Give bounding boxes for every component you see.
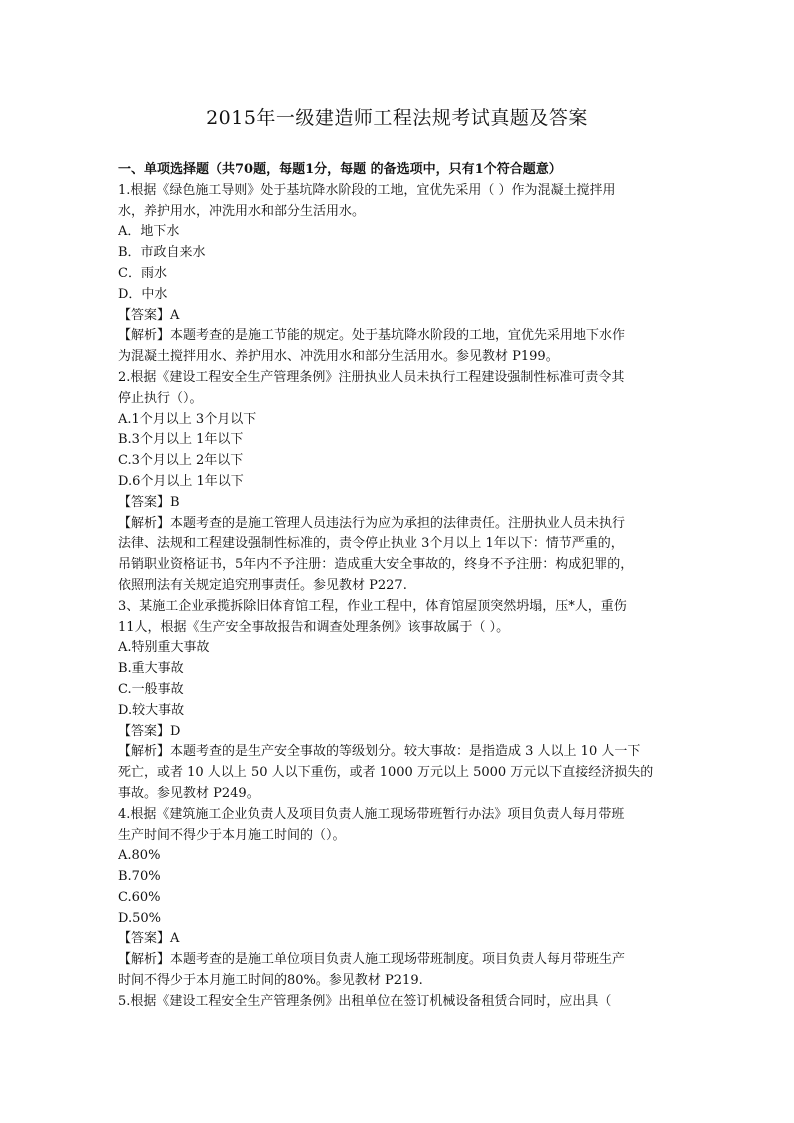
text-line: C.60% [118, 889, 161, 905]
text-line: B.重大事故 [118, 661, 184, 677]
text-line: D.较大事故 [118, 702, 185, 718]
text-line: 【解析】本题考查的是施工节能的规定。处于基坑降水阶段的工地，宜优先采用地下水作 [118, 328, 626, 344]
text-line: 为混凝土搅拌用水、养护用水、冲洗用水和部分生活用水。参见教材 P199。 [118, 349, 559, 365]
text-line: D．中水 [118, 286, 168, 302]
text-line: C.一般事故 [118, 681, 184, 697]
text-line: 法律、法规和工程建设强制性标准的，责令停止执业 3个月以上 1年以下：情节严重的， [118, 536, 624, 552]
text-line: 【答案】A [118, 931, 180, 947]
text-line: 事故。参见教材 P249。 [118, 785, 260, 801]
text-line: D.50% [118, 910, 161, 926]
section-heading: 一、单项选择题（共70题，每题1分，每题 的备选项中，只有1个符合题意） [118, 162, 562, 177]
text-line: 1.根据《绿色施工导则》处于基坑降水阶段的工地，宜优先采用（ ）作为混凝土搅拌用 [118, 182, 616, 198]
text-line: 停止执行（）。 [118, 390, 203, 406]
text-line: C．雨水 [118, 265, 167, 281]
text-line: 2.根据《建设工程安全生产管理条例》注册执业人员未执行工程建设强制性标准可责令其 [118, 369, 625, 385]
text-line: 【解析】本题考查的是施工单位项目负责人施工现场带班制度。项目负责人每月带班生产 [118, 952, 626, 968]
text-line: A．地下水 [118, 224, 180, 240]
text-line: 【答案】A [118, 307, 180, 323]
text-line: 依照刑法有关规定追究刑事责任。参见教材 P227. [118, 577, 407, 593]
text-line: 【答案】B [118, 494, 180, 510]
text-line: 死亡，或者 10 人以上 50 人以下重伤，或者 1000 万元以上 5000 万元以下直接经济损失的 [118, 765, 654, 781]
text-line: 4.根据《建筑施工企业负责人及项目负责人施工现场带班暂行办法》项目负责人每月带班 [118, 806, 625, 822]
document-title: 2015年一级建造师工程法规考试真题及答案 [206, 107, 588, 129]
text-line: B.3个月以上 1年以下 [118, 432, 244, 448]
text-line: 【答案】D [118, 723, 181, 739]
text-line: B.70% [118, 869, 161, 885]
question-lines [118, 181, 678, 1013]
text-line: A.1个月以上 3个月以下 [118, 411, 257, 427]
text-line: 生产时间不得少于本月施工时间的（）。 [118, 827, 346, 843]
text-line: 【解析】本题考查的是施工管理人员违法行为应为承担的法律责任。注册执业人员未执行 [118, 515, 626, 531]
text-line: C.3个月以上 2年以下 [118, 453, 244, 469]
text-line: 11人，根据《生产安全事故报告和调查处理条例》该事故属于（ ）。 [118, 619, 510, 635]
document-body [118, 160, 678, 1013]
text-line: 5.根据《建设工程安全生产管理条例》出租单位在签订机械设备租赁合同时，应出具（ [118, 993, 612, 1009]
text-line: 吊销职业资格证书，5年内不予注册：造成重大安全事故的，终身不予注册：构成犯罪的， [118, 557, 634, 573]
text-line: A.特别重大事故 [118, 640, 210, 656]
text-line: B．市政自来水 [118, 245, 206, 261]
text-line: 时间不得少于本月施工时间的80%。参见教材 P219. [118, 973, 423, 989]
text-line: 3、某施工企业承揽拆除旧体育馆工程，作业工程中，体育馆屋顶突然坍塌，压*人，重伤 [118, 598, 627, 614]
text-line: 【解析】本题考查的是生产安全事故的等级划分。较大事故：是指造成 3 人以上 10 人一下 [118, 744, 641, 760]
text-line: A.80% [118, 848, 161, 864]
text-line: D.6个月以上 1年以下 [118, 473, 244, 489]
text-line: 水，养护用水，冲洗用水和部分生活用水。 [118, 203, 366, 219]
